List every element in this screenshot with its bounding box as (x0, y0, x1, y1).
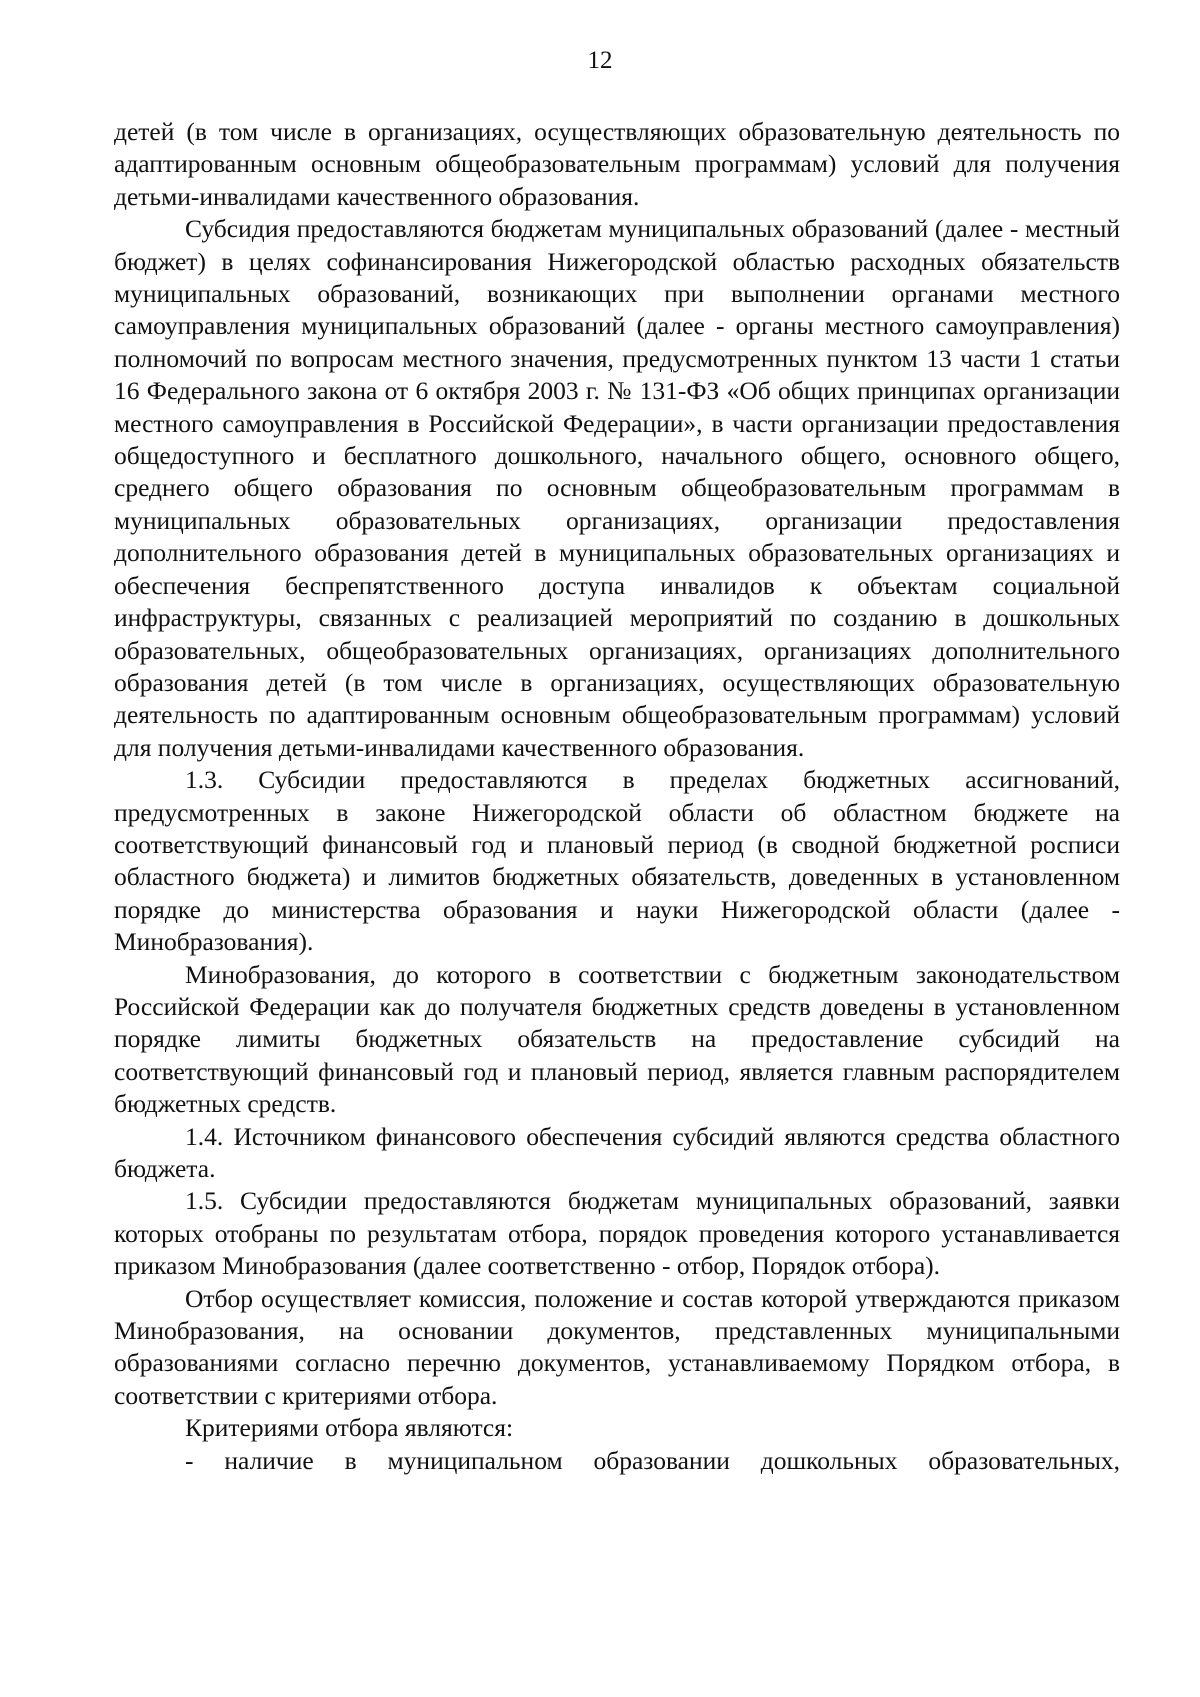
paragraph-subsidy-purpose: Субсидия предоставляются бюджетам муниципальных образований (далее - местный бюджет) в целях софинансирования Нижегородской областью расходных обязательств муниципальных образований, возникающих при выполнении органами местного самоуправления муниципальных образований (далее - органы местного самоуправления) полномочий по вопросам местного значения, предусмотренных пунктом 13 части 1 статьи 16 Федерального закона от 6 октября 2003 г. № 131-ФЗ «Об общих принципах организации местного самоуправления в Российской Федерации», в части организации предоставления общедоступного и бесплатного дошкольного, начального общего, основного общего, среднего общего образования по основным общеобразовательным программам в муниципальных образовательных организациях, организации предоставления дополнительного образования детей в муниципальных образовательных организациях и обеспечения беспрепятственного доступа инвалидов к объектам социальной инфраструктуры, связанных с реализацией мероприятий по созданию в дошкольных образовательных, общеобразовательных организациях, организациях дополнительного образования детей (в том числе в организациях, осуществляющих образовательную деятельность по адаптированным основным общеобразовательным программам) условий для получения детьми-инвалидами качественного образования. (114, 214, 1120, 762)
paragraph-criteria-heading: Критериями отбора являются: (185, 1413, 514, 1443)
document-body (114, 116, 1120, 1477)
paragraph-criteria-item: - наличие в муниципальном образовании дошкольных образовательных, (185, 1445, 1120, 1475)
paragraph-1-3: 1.3. Субсидии предоставляются в пределах бюджетных ассигнований, предусмотренных в законе Нижегородской области об областном бюджете на соответствующий финансовый год и плановый период (в сводной бюджетной росписи областного бюджета) и лимитов бюджетных обязательств, доведенных в установленном порядке до министерства образования и науки Нижегородской области (далее - Минобразования). (114, 765, 1120, 957)
paragraph-1-5: 1.5. Субсидии предоставляются бюджетам муниципальных образований, заявки которых отобраны по результатам отбора, порядок проведения которого устанавливается приказом Минобразования (далее соответственно - отбор, Порядок отбора). (114, 1186, 1120, 1281)
paragraph-1-4: 1.4. Источником финансового обеспечения субсидий являются средства областного бюджета. (114, 1121, 1120, 1183)
paragraph-selection-commission: Отбор осуществляет комиссия, положение и состав которой утверждаются приказом Минобразования, на основании документов, представленных муниципальными образованиями согласно перечню документов, устанавливаемому Порядком отбора, в соответствии с критериями отбора. (114, 1283, 1120, 1410)
page-number: 12 (587, 47, 613, 74)
paragraph-continuation: детей (в том числе в организациях, осуществляющих образовательную деятельность по адаптированным основным общеобразовательным программам) условий для получения детьми-инвалидами качественного образования. (114, 117, 1120, 211)
paragraph-main-administrator: Минобразования, до которого в соответствии с бюджетным законодательством Российской Федерации как до получателя бюджетных средств доведены в установленном порядке лимиты бюджетных обязательств на предоставление субсидий на соответствующий финансовый год и плановый период, является главным распорядителем бюджетных средств. (114, 959, 1120, 1119)
